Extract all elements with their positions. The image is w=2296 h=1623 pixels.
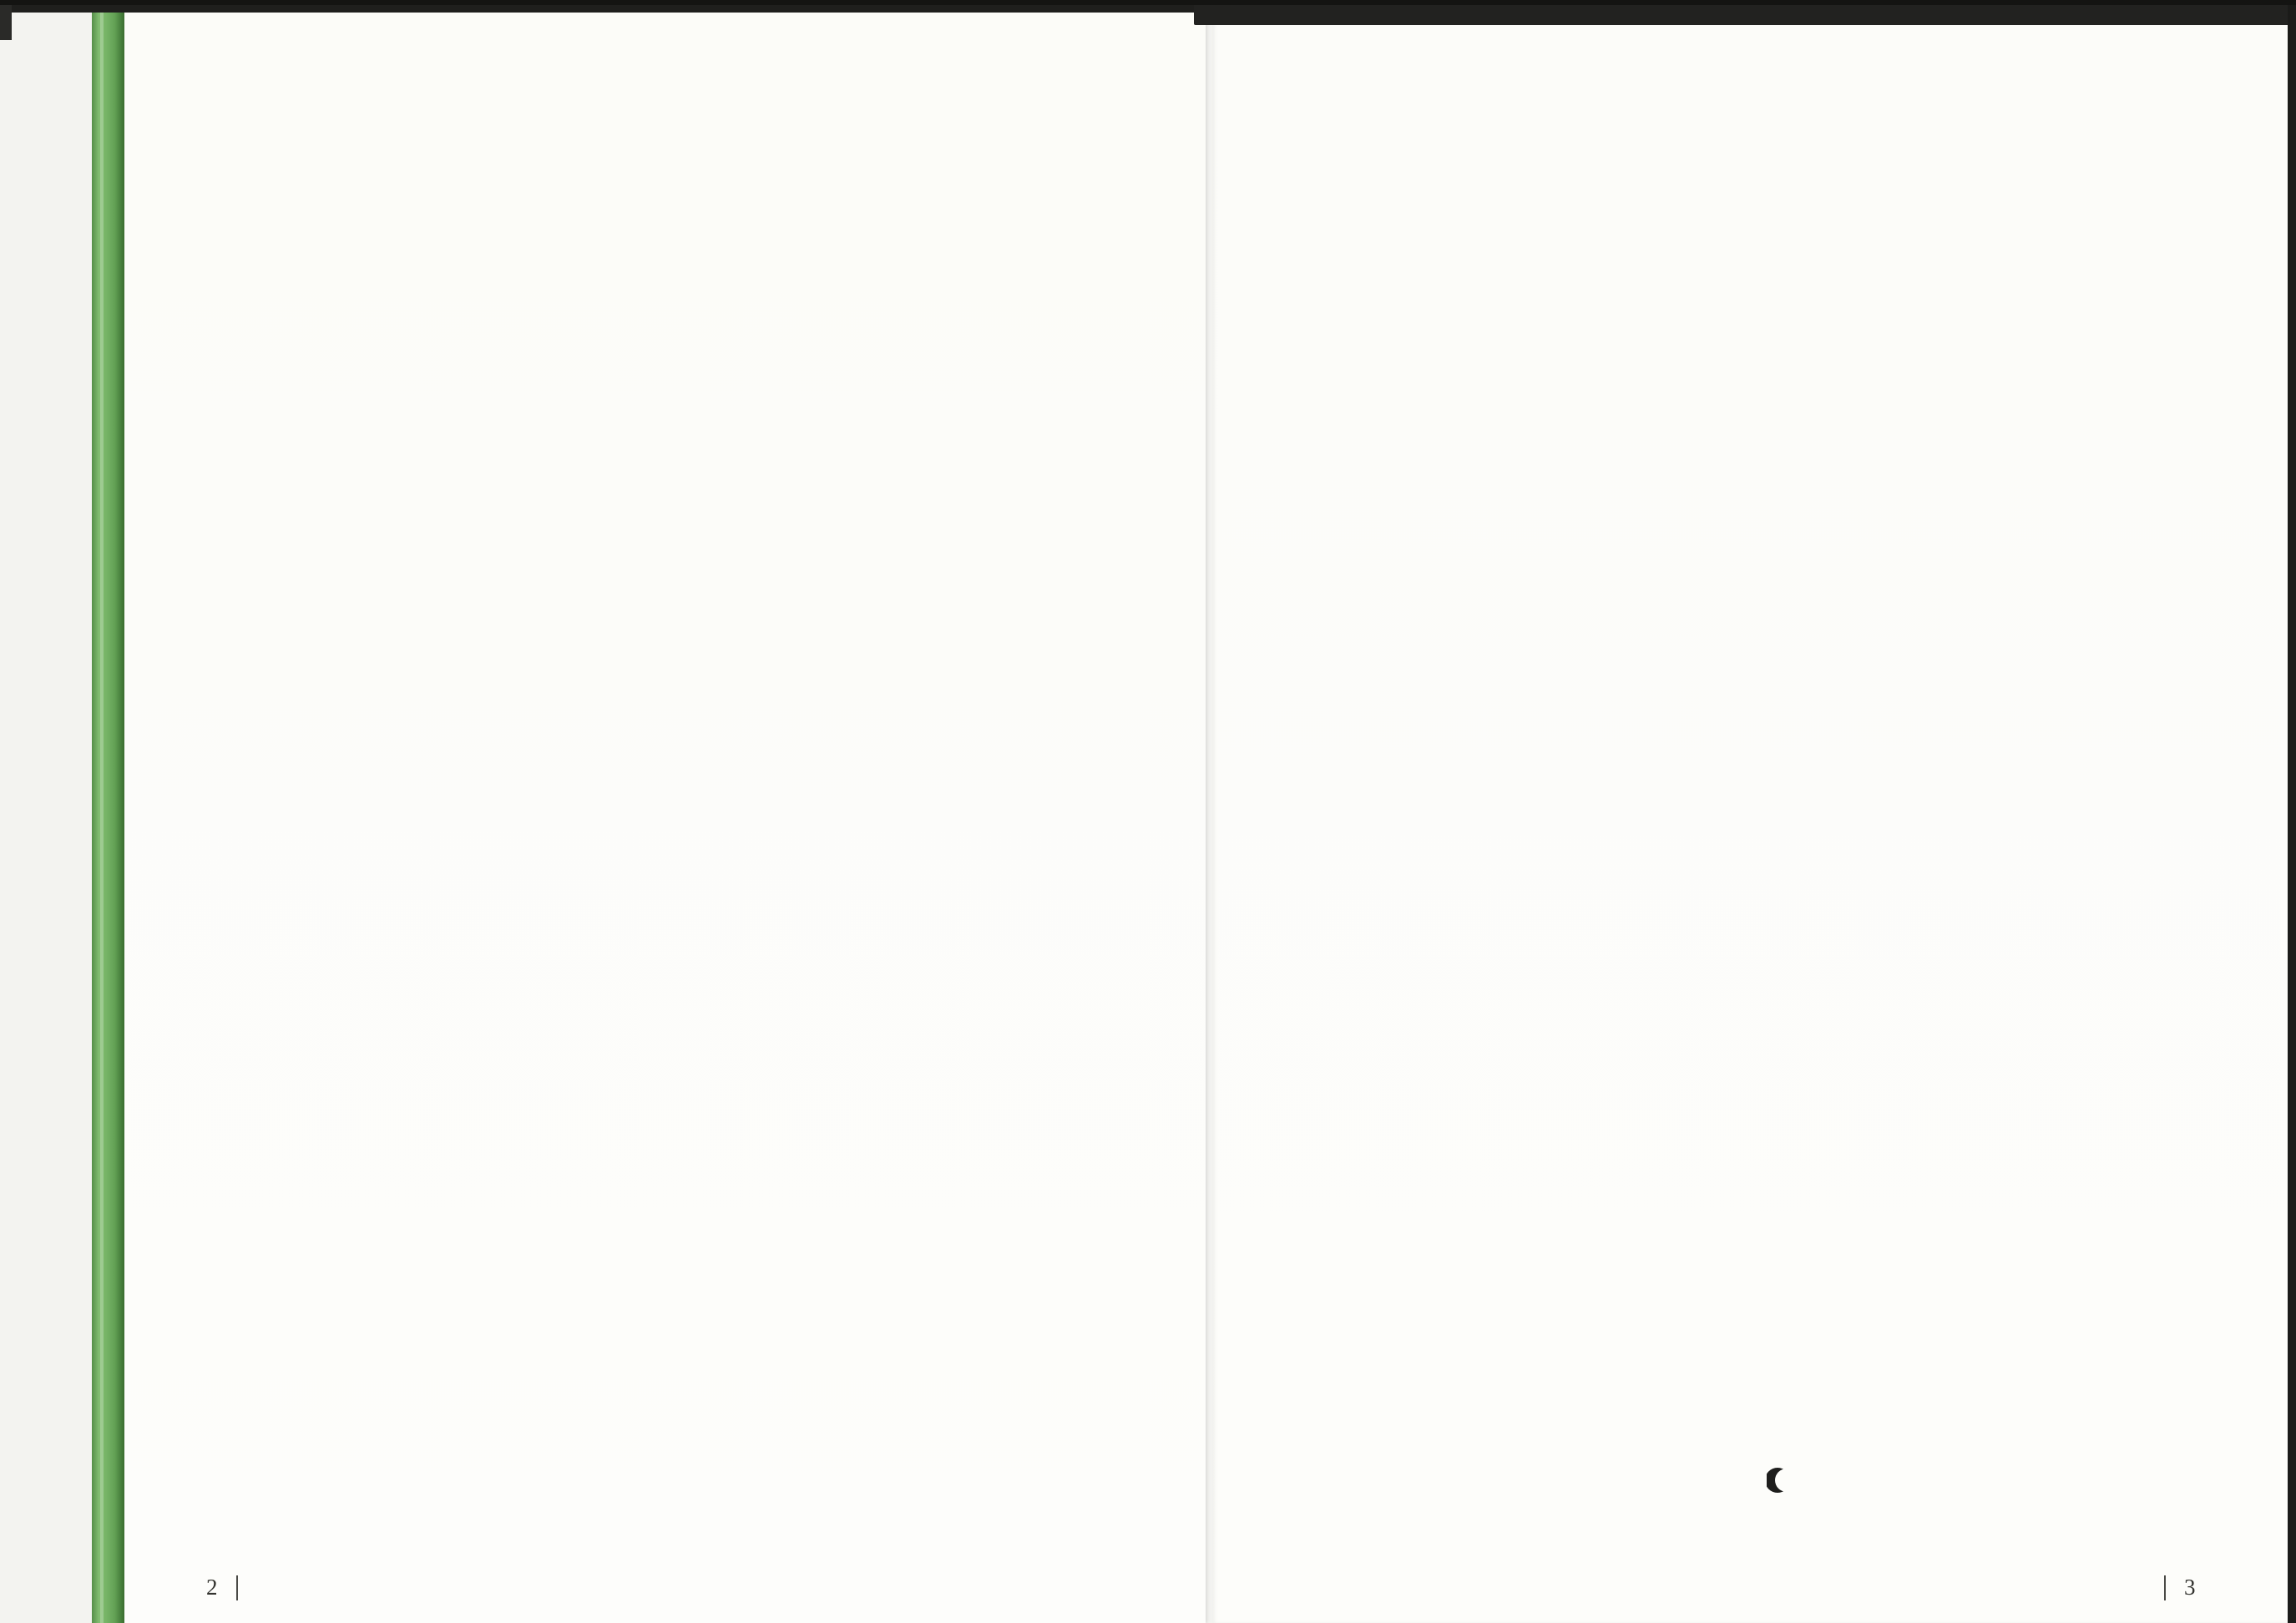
page-left <box>124 12 1206 1623</box>
page-right <box>1212 23 2288 1623</box>
scan-right-edge <box>2288 0 2296 1623</box>
scan-top-edge <box>0 0 2296 5</box>
right-page-folio <box>2164 1575 2196 1600</box>
folio-divider <box>236 1575 238 1600</box>
end-ornament <box>1336 1463 2223 1502</box>
book-cover-green-edge <box>92 8 124 1623</box>
cover-edge-highlight <box>100 8 104 1623</box>
right-page-number: 3 <box>2184 1575 2196 1600</box>
left-page-number: 2 <box>206 1575 218 1600</box>
scan-corner-shadow <box>0 0 12 40</box>
left-page-folio <box>206 1575 238 1600</box>
crescent-moon-icon <box>1767 1463 1792 1498</box>
folio-divider <box>2164 1575 2166 1600</box>
